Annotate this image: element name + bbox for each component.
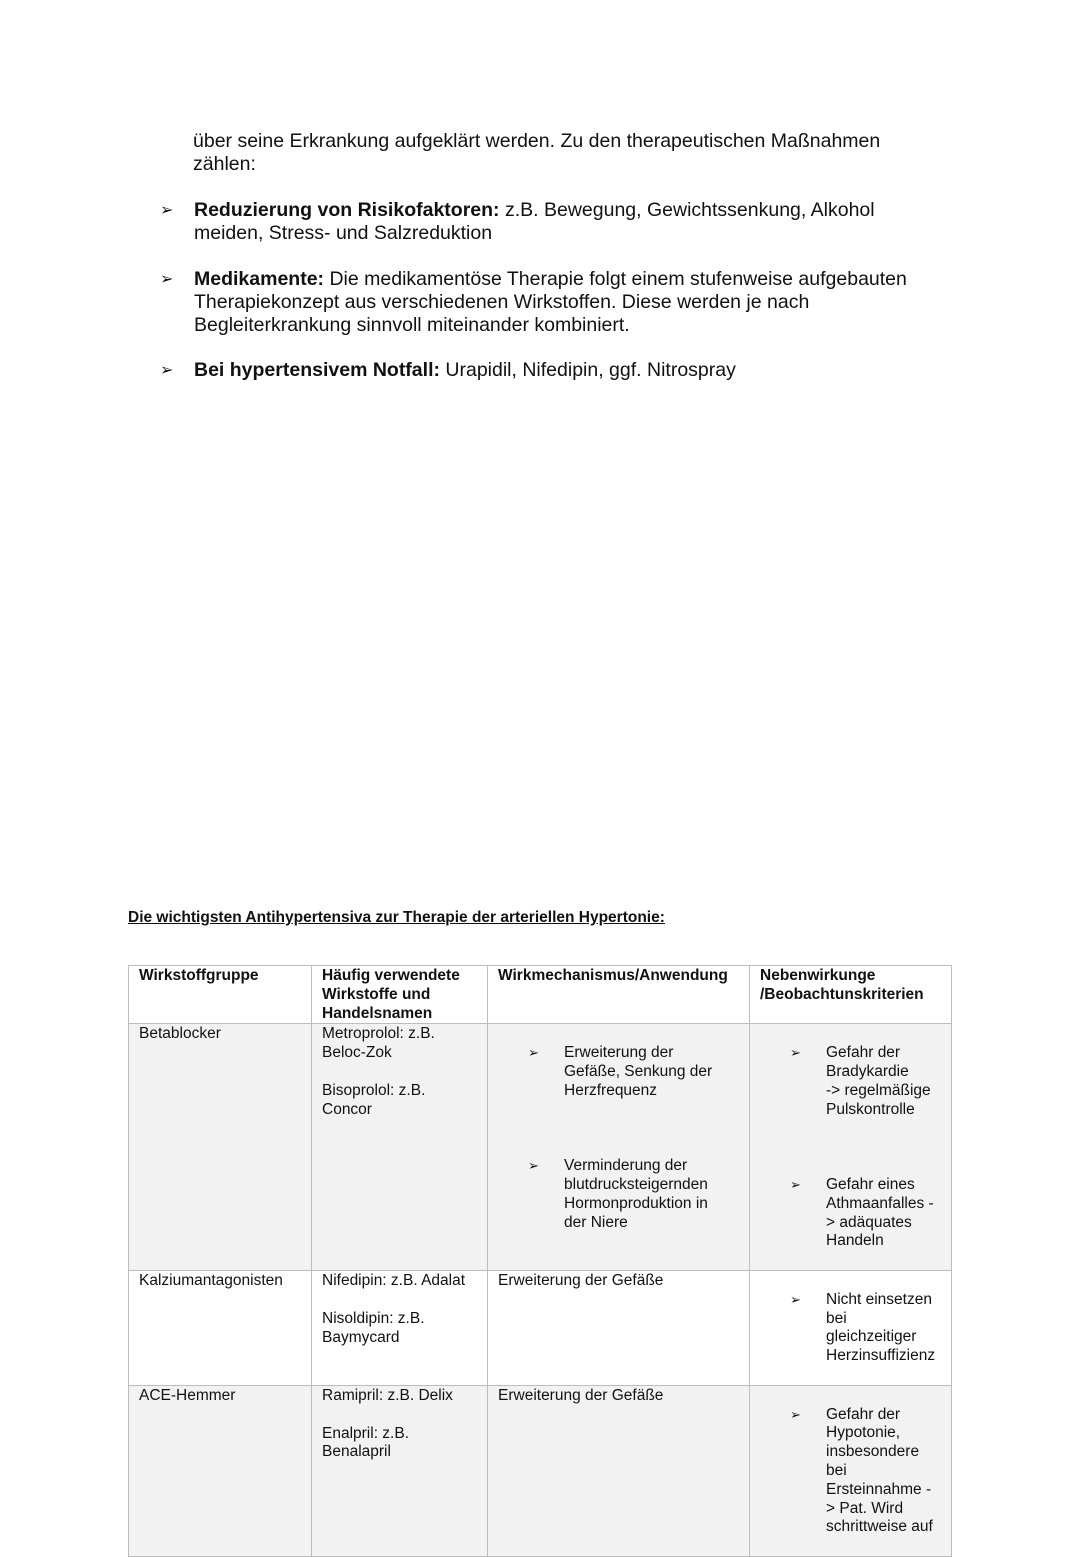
list-item	[760, 1406, 941, 1538]
list-item	[498, 1157, 739, 1232]
arrow-bullet-icon: ➢	[790, 1176, 801, 1192]
group-cell: ACE-Hemmer	[129, 1385, 312, 1556]
side-effects-cell	[750, 1270, 952, 1385]
table-header-row	[129, 966, 952, 1024]
arrow-bullet-icon: ➢	[790, 1406, 801, 1422]
list-item-text: Verminderung der blutdrucksteigernden Hormonproduktion in der Niere	[564, 1157, 708, 1231]
drugs-cell	[312, 1385, 488, 1556]
arrow-bullet-icon: ➢	[528, 1045, 539, 1061]
bullet-emergency	[160, 359, 736, 382]
side-effects-cell	[750, 1024, 952, 1271]
table-row	[129, 1385, 952, 1556]
table-title: Die wichtigsten Antihypertensiva zur Therapie der arteriellen Hypertonie:	[128, 909, 665, 926]
table-row	[129, 1270, 952, 1385]
bullet-text: Urapidil, Nifedipin, ggf. Nitrospray	[439, 359, 736, 381]
bullet-medication	[160, 268, 907, 337]
header-cell: Wirkmechanismus/Anwendung	[488, 966, 750, 1024]
header-cell: Nebenwirkunge /Beobachtunskriterien	[750, 966, 952, 1024]
drug-entry: Enalpril: z.B. Benalapril	[322, 1424, 410, 1461]
mechanism-cell: Erweiterung der Gefäße	[488, 1385, 750, 1556]
header-cell: Häufig verwendete Wirkstoffe und Handelsnamen	[312, 966, 488, 1024]
list-item	[760, 1176, 941, 1251]
bullet-risk-factors	[160, 199, 875, 245]
arrow-bullet-icon: ➢	[160, 202, 174, 219]
list-item	[760, 1291, 941, 1366]
list-item	[760, 1044, 941, 1119]
arrow-bullet-icon: ➢	[160, 362, 174, 379]
arrow-bullet-icon: ➢	[790, 1045, 801, 1061]
list-item-text: Erweiterung der Gefäße, Senkung der Herzfrequenz	[564, 1044, 713, 1099]
header-cell: Wirkstoffgruppe	[129, 966, 312, 1024]
bullet-text: Die medikamentöse Therapie folgt einem stufenweise aufgebauten Therapiekonzept aus verschiedenen Wirkstoffen. Diese werden je nach Begleiterkrankung sinnvoll miteinander kombiniert.	[194, 268, 907, 336]
arrow-bullet-icon: ➢	[160, 271, 174, 288]
group-cell: Betablocker	[129, 1024, 312, 1271]
arrow-bullet-icon: ➢	[790, 1291, 801, 1307]
mechanism-cell	[488, 1024, 750, 1271]
table-row	[129, 1024, 952, 1271]
arrow-bullet-icon: ➢	[528, 1158, 539, 1174]
drug-entry: Ramipril: z.B. Delix	[322, 1386, 453, 1404]
bullet-heading: Reduzierung von Risikofaktoren:	[194, 199, 500, 221]
bullet-heading: Medikamente:	[194, 268, 325, 290]
list-item-text: Gefahr der Hypotonie, insbesondere bei Ersteinnahme - > Pat. Wird schrittweise auf	[826, 1405, 933, 1536]
drug-entry: Nifedipin: z.B. Adalat	[322, 1271, 466, 1289]
intro-text: über seine Erkrankung aufgeklärt werden. Zu den therapeutischen Maßnahmen zählen:	[193, 130, 881, 175]
group-cell: Kalziumantagonisten	[129, 1270, 312, 1385]
drug-entry: Metroprolol: z.B. Beloc-Zok	[322, 1025, 435, 1062]
list-item-text: Gefahr eines Athmaanfalles - > adäquates Handeln	[826, 1175, 934, 1250]
bullet-heading: Bei hypertensivem Notfall:	[194, 359, 440, 381]
bullet-text: z.B. Bewegung, Gewichtssenkung, Alkohol meiden, Stress- und Salzreduktion	[194, 199, 875, 244]
antihypertensiva-table	[128, 965, 952, 1557]
mechanism-cell: Erweiterung der Gefäße	[488, 1270, 750, 1385]
drugs-cell	[312, 1270, 488, 1385]
drug-entry: Bisoprolol: z.B. Concor	[322, 1081, 426, 1118]
side-effects-cell	[750, 1385, 952, 1556]
list-item	[498, 1044, 739, 1100]
drugs-cell	[312, 1024, 488, 1271]
list-item-text: Gefahr der Bradykardie -> regelmäßige Pulskontrolle	[826, 1044, 931, 1118]
drug-entry: Nisoldipin: z.B. Baymycard	[322, 1309, 425, 1346]
list-item-text: Nicht einsetzen bei gleichzeitiger Herzinsuffizienz	[826, 1290, 936, 1365]
